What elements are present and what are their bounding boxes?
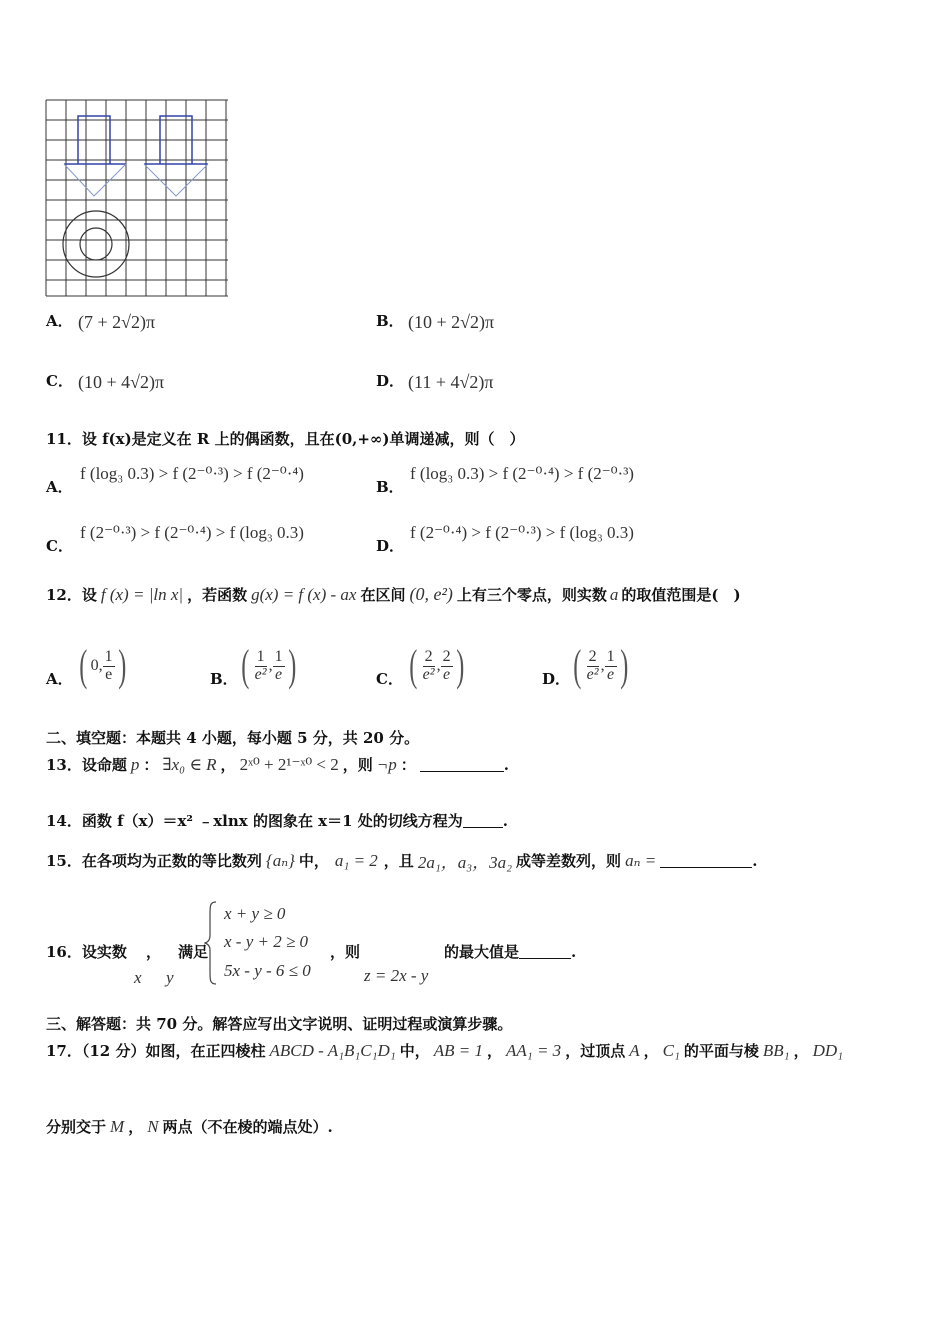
q17-line-2 — [46, 1116, 333, 1137]
q16-constraint-1: x + y ≥ 0 — [224, 904, 286, 923]
q10-option-c-text: (10 + 4√2)π — [78, 372, 165, 392]
q12-math-a: a — [609, 584, 619, 604]
q12-math-g: g(x) = f (x) - ax — [251, 584, 357, 604]
denominator: e² — [254, 665, 267, 683]
top-view — [63, 211, 129, 277]
q12-math-interval: (0, e²) — [409, 584, 453, 604]
q17-math-m: M — [110, 1116, 125, 1136]
numerator: 1 — [606, 647, 615, 665]
q12-option-d-label[interactable]: D． — [542, 670, 571, 688]
q16-var-y: y — [166, 968, 174, 987]
q13-math-not-p: ¬p — [376, 754, 397, 774]
q17-text-4: ，过顶点 — [565, 1042, 626, 1060]
q12-text-5: 的取值范围是( ) — [621, 586, 741, 604]
left-paren: ( — [573, 641, 582, 690]
q12-option-b-label[interactable]: B． — [210, 670, 238, 688]
fraction — [421, 649, 437, 684]
period: . — [502, 811, 508, 830]
grid-lines — [46, 100, 228, 296]
q13-text-1: 13．设命题 — [46, 756, 127, 774]
q15-text-2: 中， — [298, 852, 329, 870]
q13-math-inequality: 2ˣ⁰ + 2¹⁻ˣ⁰ < 2 — [239, 754, 339, 774]
q15-math-an: aₙ = — [625, 850, 657, 870]
q17-math-c1: C₁ — [662, 1040, 680, 1060]
q13-math-exists: ∃x₀ ∈ R — [162, 754, 217, 774]
option-label: D． — [376, 372, 405, 390]
q12-option-a-interval — [76, 641, 129, 690]
q10-option-a[interactable] — [46, 310, 73, 331]
q12-math-f: f (x) = |ln x| — [100, 584, 184, 604]
q16-text-4: ，则 — [330, 943, 361, 961]
left-brace-icon — [204, 900, 218, 986]
denominator: e² — [422, 665, 435, 683]
denominator: e — [275, 665, 283, 683]
q13-math-p: p — [130, 754, 140, 774]
q14-answer-blank[interactable] — [463, 813, 503, 828]
period: . — [571, 942, 577, 961]
denominator: e — [443, 665, 451, 683]
q12-option-c-label[interactable]: C． — [376, 670, 403, 688]
q17-text-7: ， — [793, 1042, 809, 1060]
right-paren: ) — [619, 641, 628, 690]
section-2-header: 二、填空题：本题共 4 小题，每小题 5 分，共 20 分。 — [46, 729, 420, 747]
q14-text: 14．函数 f（x）＝x² ﹣xlnx 的图象在 x＝1 处的切线方程为 — [46, 812, 463, 830]
q10-option-a-text: (7 + 2√2)π — [78, 312, 156, 332]
q10-option-c[interactable] — [46, 370, 73, 391]
q11-option-a-text: f (log₃ 0.3) > f (2⁻⁰·³) > f (2⁻⁰·⁴) — [80, 464, 304, 483]
q16-text-3: 满足 — [178, 943, 209, 961]
numerator: 2 — [588, 647, 597, 665]
q11-option-b-label[interactable]: B． — [376, 478, 404, 496]
q11-option-a-label[interactable]: A． — [46, 478, 73, 496]
three-view-grid-figure — [44, 98, 232, 300]
period: . — [752, 851, 758, 870]
q11-option-d-label[interactable]: D． — [376, 537, 405, 555]
q11-option-d-text: f (2⁻⁰·⁴) > f (2⁻⁰·³) > f (log₃ 0.3) — [410, 523, 634, 542]
q17-text-1: 17．（12 分）如图，在正四棱柱 — [46, 1042, 266, 1060]
q17-text-2: 中， — [399, 1042, 430, 1060]
right-paren: ) — [117, 641, 127, 690]
fraction — [103, 649, 115, 684]
q16-text-5: 的最大值是 — [444, 943, 520, 961]
fraction — [441, 649, 453, 684]
q16-brace — [204, 900, 218, 990]
right-paren: ) — [287, 641, 296, 690]
option-label: C． — [46, 372, 73, 390]
numerator: 1 — [104, 647, 113, 665]
q17-math-a: A — [629, 1040, 640, 1060]
numerator: 2 — [442, 647, 451, 665]
q17-text-9: ， — [128, 1118, 144, 1136]
q13-text-2: ： — [143, 756, 159, 774]
q10-option-d[interactable] — [376, 370, 404, 391]
q17-math-aa1: AA₁ = 3 — [506, 1040, 562, 1060]
numerator: 1 — [256, 647, 265, 665]
side-view — [144, 116, 208, 196]
section-3-header: 三、解答题：共 70 分。解答应写出文字说明、证明过程或演算步骤。 — [46, 1015, 513, 1033]
right-paren: ) — [455, 641, 464, 690]
q16-answer-blank[interactable] — [519, 944, 571, 959]
q17-math-dd1: DD₁ — [812, 1040, 844, 1060]
q17-math-n: N — [147, 1116, 159, 1136]
q15-text-4: 成等差数列，则 — [516, 852, 622, 870]
q15-answer-blank[interactable] — [660, 853, 752, 868]
q13-text-5: ： — [400, 756, 416, 774]
q16-objective: z = 2x - y — [364, 966, 429, 985]
fraction — [273, 649, 285, 684]
numerator: 1 — [274, 647, 283, 665]
q17-math-bb1: BB₁ — [762, 1040, 790, 1060]
q17-line-1 — [46, 1040, 847, 1061]
q17-text-5: ， — [643, 1042, 659, 1060]
fraction — [605, 649, 617, 684]
q15-math-a1: a₁ = 2 — [334, 850, 378, 870]
interval-left: 0, — [90, 657, 103, 674]
q10-option-d-text: (11 + 4√2)π — [408, 372, 494, 392]
q15-text-3: ，且 — [383, 852, 414, 870]
q13-text-4: ，则 — [342, 756, 373, 774]
q17-math-ab: AB = 1 — [433, 1040, 484, 1060]
left-paren: ( — [79, 641, 88, 690]
q17-math-prism: ABCD - A₁B₁C₁D₁ — [269, 1040, 396, 1060]
q16-var-x: x — [134, 968, 142, 987]
option-label: A． — [46, 312, 73, 330]
q13-answer-blank[interactable] — [420, 757, 504, 772]
fraction — [585, 649, 601, 684]
q15-text-1: 15．在各项均为正数的等比数列 — [46, 852, 262, 870]
q12-text-4: 上有三个零点，则实数 — [456, 586, 607, 604]
q10-option-b-text: (10 + 2√2)π — [408, 312, 495, 332]
q12-option-a-label[interactable]: A． — [46, 670, 73, 688]
q14 — [46, 810, 508, 831]
q12-text-2: ，若函数 — [187, 586, 248, 604]
q11-option-b-text: f (log₃ 0.3) > f (2⁻⁰·⁴) > f (2⁻⁰·³) — [410, 464, 634, 483]
q11-option-c-label[interactable]: C． — [46, 537, 73, 555]
q11-stem: 11．设 f(x)是定义在 R 上的偶函数，且在(0,+∞)单调递减，则（ ） — [46, 430, 525, 448]
denominator: e — [105, 665, 113, 683]
q13-text-3: ， — [220, 756, 236, 774]
q15-math-sequence: {aₙ} — [265, 850, 295, 870]
left-paren: ( — [241, 641, 250, 690]
period: . — [503, 755, 510, 774]
comma: , — [436, 657, 441, 674]
q17-text-3: ， — [487, 1042, 503, 1060]
q15-math-terms: 2a₁，a₃，3a₂ — [417, 853, 513, 872]
q17-text-8: 分别交于 — [46, 1118, 107, 1136]
front-view — [64, 116, 126, 196]
q12-option-b-interval — [238, 641, 299, 690]
q15 — [46, 848, 757, 873]
fraction — [253, 649, 269, 684]
option-label: B． — [376, 312, 404, 330]
q12-text-3: 在区间 — [360, 586, 406, 604]
q16-tail — [444, 941, 576, 962]
comma: , — [600, 657, 605, 674]
denominator: e — [607, 665, 615, 683]
q16-text-2: ， — [146, 943, 162, 961]
q16-text-1: 16．设实数 — [46, 943, 127, 961]
q13 — [46, 754, 509, 775]
q16-constraint-3: 5x - y - 6 ≤ 0 — [224, 961, 311, 980]
comma: , — [268, 657, 273, 674]
q12-stem — [46, 584, 741, 605]
denominator: e² — [586, 665, 599, 683]
q12-text-1: 12．设 — [46, 586, 97, 604]
q16-constraint-2: x - y + 2 ≥ 0 — [224, 932, 309, 951]
q12-option-c-interval — [406, 641, 467, 690]
q17-text-10: 两点（不在棱的端点处）. — [162, 1118, 333, 1136]
numerator: 2 — [424, 647, 433, 665]
q11-option-c-text: f (2⁻⁰·³) > f (2⁻⁰·⁴) > f (log₃ 0.3) — [80, 523, 304, 542]
left-paren: ( — [409, 641, 418, 690]
q17-text-6: 的平面与棱 — [683, 1042, 759, 1060]
q10-option-b[interactable] — [376, 310, 404, 331]
q12-option-d-interval — [570, 641, 631, 690]
